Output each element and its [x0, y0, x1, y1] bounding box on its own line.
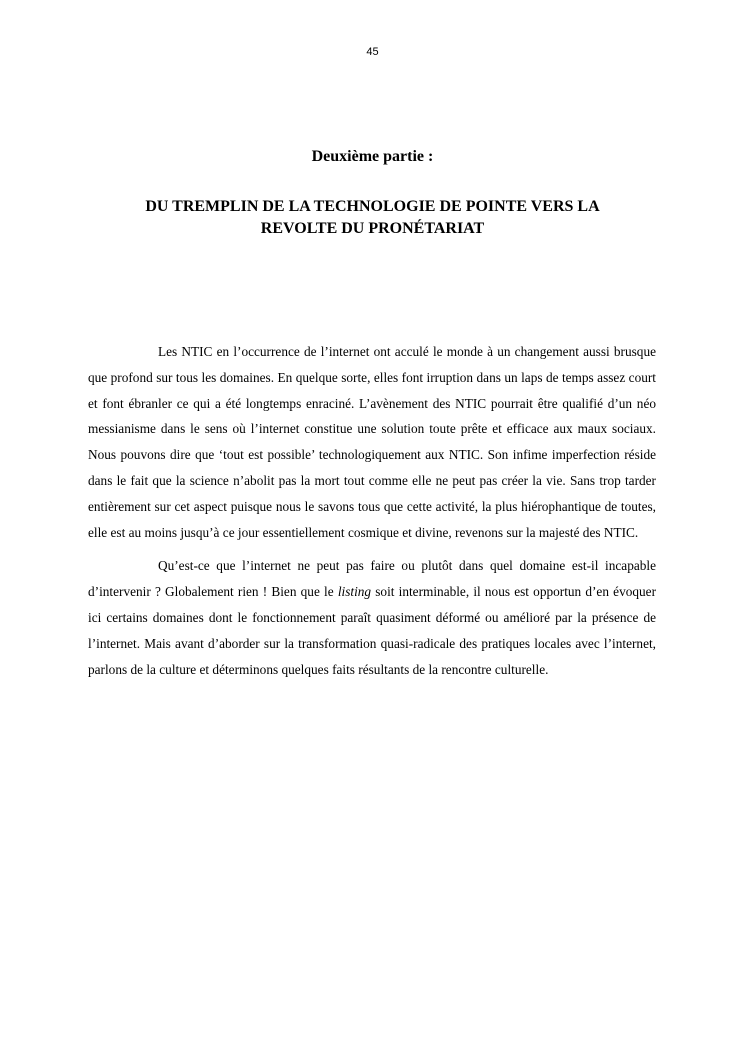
paragraph-2-before: Qu’est-ce que l’internet ne peut pas faire ou plutôt dans quel domaine est-il incapable d’intervenir ? Globalement rien ! Bien que le [88, 558, 656, 600]
part-title-line-1: DU TREMPLIN DE LA TECHNOLOGIE DE POINTE VERS LA [145, 198, 600, 215]
paragraph-2 [88, 553, 656, 682]
paragraph-1: Les NTIC en l’occurrence de l’internet ont acculé le monde à un changement aussi brusque que profond sur tous les domaines. En quelque sorte, elles font irruption dans un laps de temps assez court et font ébranler ce qui a été longtemps enraciné. L’avènement des NTIC pourrait être qualifié d’un néo messianisme dans le sens où l’internet constitue une solution toute prête et efficace aux maux sociaux. Nous pouvons dire que ‘tout est possible’ technologiquement aux NTIC. Son infime imperfection réside dans le fait que la science n’abolit pas la mort tout comme elle ne peut pas créer la vie. Sans trop tarder entièrement sur cet aspect puisque nous le savons tous que cette activité, la plus hiérophantique de toutes, elle est au moins jusqu’à ce jour essentiellement cosmique et divine, revenons sur la majesté des NTIC. [88, 344, 656, 540]
paragraph-2-after: soit interminable, il nous est opportun d’en évoquer ici certains domaines dont le fonctionnement paraît quasiment déformé ou amélioré par la présence de l’internet. Mais avant d’aborder sur la transformation quasi-radicale des pratiques locales avec l’internet, parlons de la culture et déterminons quelques faits résultants de la rencontre culturelle. [88, 584, 656, 677]
body-text [88, 339, 656, 690]
part-title-line-2: REVOLTE DU PRONÉTARIAT [260, 220, 485, 237]
part-label: Deuxième partie : [311, 148, 434, 165]
paragraph-2-emphasis: listing [337, 584, 372, 600]
page-number: 45 [366, 46, 379, 58]
part-title [95, 196, 650, 240]
